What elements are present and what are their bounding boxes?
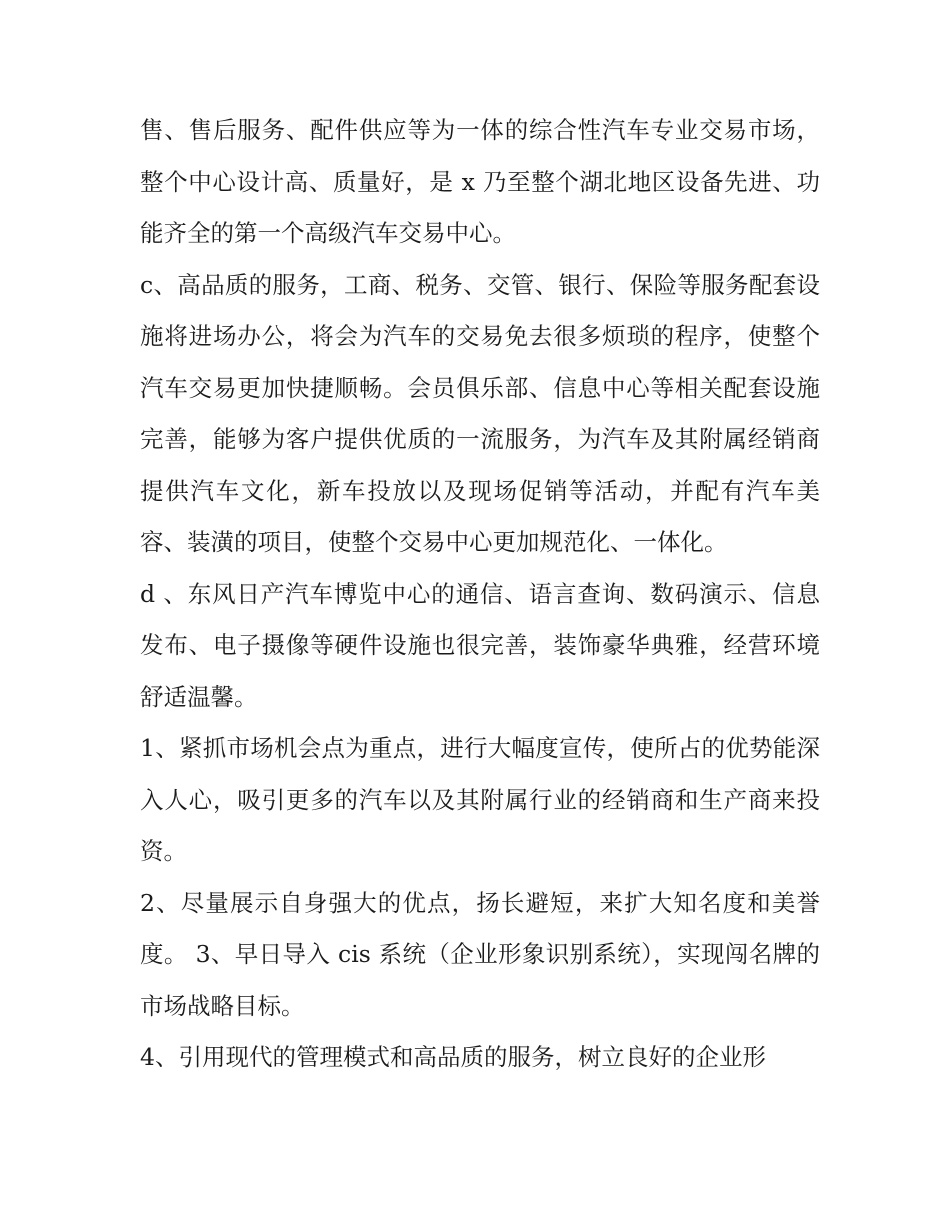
- paragraph-5: 2、尽量展示自身强大的优点，扬长避短，来扩大知名度和美誉度。 3、早日导入 cis 系统（企业形象识别系统），实现闯名牌的市场战略目标。: [140, 888, 820, 1020]
- paragraph-1: 售、售后服务、配件供应等为一体的综合性汽车专业交易市场，整个中心设计高、质量好，是 x 乃至整个湖北地区设备先进、功能齐全的第一个高级汽车交易中心。: [140, 116, 820, 247]
- document-body: [140, 105, 820, 1084]
- paragraph-6: 4、引用现代的管理模式和高品质的服务，树立良好的企业形: [140, 1043, 766, 1071]
- paragraph-4: 1、紧抓市场机会点为重点，进行大幅度宣传，使所占的优势能深入人心，吸引更多的汽车以及其附属行业的经销商和生产商来投资。: [140, 734, 820, 865]
- paragraph-3: d 、东风日产汽车博览中心的通信、语言查询、数码演示、信息发布、电子摄像等硬件设施也很完善，装饰豪华典雅，经营环境舒适温馨。: [140, 579, 820, 711]
- paragraph-2: c、高品质的服务，工商、税务、交管、银行、保险等服务配套设施将进场办公，将会为汽车的交易免去很多烦琐的程序，使整个汽车交易更加快捷顺畅。会员俱乐部、信息中心等相关配套设施完善，能够为客户提供优质的一流服务，为汽车及其附属经销商提供汽车文化，新车投放以及现场促销等活动，并配有汽车美容、装潢的项目，使整个交易中心更加规范化、一体化。: [140, 270, 820, 556]
